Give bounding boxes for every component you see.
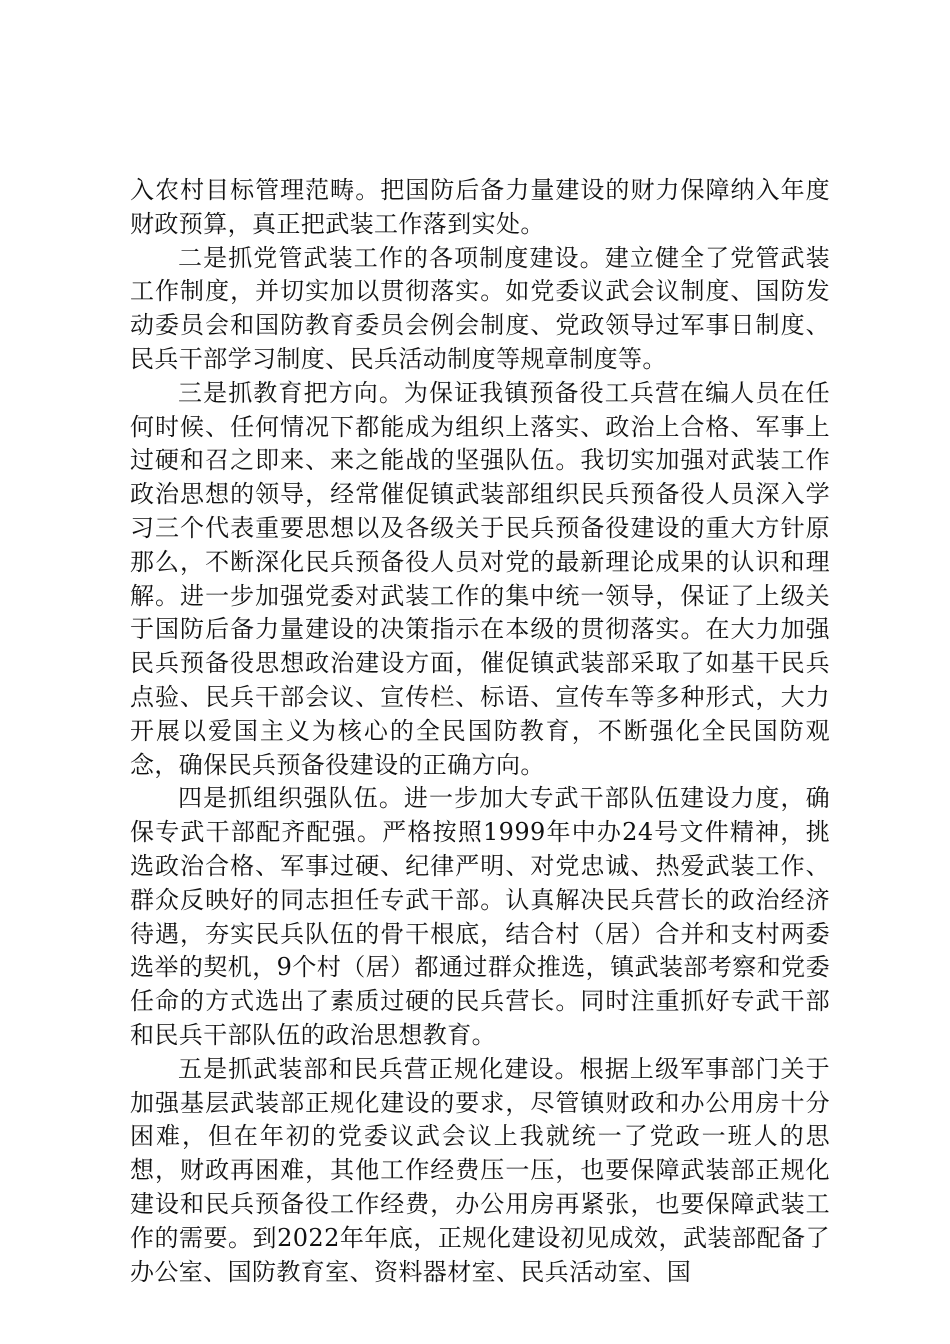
paragraph-education: 三是抓教育把方向。为保证我镇预备役工兵营在编人员在任何时候、任何情况下都能成为组织上落实、政治上合格、军事上过硬和召之即来、来之能战的坚强队伍。我切实加强对武装工作政治思想的领导，经常催促镇武装部组织民兵预备役人员深入学习三个代表重要思想以及各级关于民兵预备役建设的重大方针原那么，不断深化民兵预备役人员对党的最新理论成果的认识和理解。进一步加强党委对武装工作的集中统一领导，保证了上级关于国防后备力量建设的决策指示在本级的贯彻落实。在大力加强民兵预备役思想政治建设方面，催促镇武装部采取了如基干民兵点验、民兵干部会议、宣传栏、标语、宣传车等多种形式，大力开展以爱国主义为核心的全民国防教育，不断强化全民国防观念，确保民兵预备役建设的正确方向。 xyxy=(130,378,830,779)
paragraph-organization: 四是抓组织强队伍。进一步加大专武干部队伍建设力度，确保专武干部配齐配强。严格按照1999年中办24号文件精神，挑选政治合格、军事过硬、纪律严明、对党忠诚、热爱武装工作、群众反映好的同志担任专武干部。认真解决民兵营长的政治经济待遇，夯实民兵队伍的骨干根底，结合村（居）合并和支村两委选举的契机，9个村（居）都通过群众推选，镇武装部考察和党委任命的方式选出了素质过硬的民兵营长。同时注重抓好专武干部和民兵干部队伍的政治思想教育。 xyxy=(130,784,830,1049)
paragraph-standardization: 五是抓武装部和民兵营正规化建设。根据上级军事部门关于加强基层武装部正规化建设的要求，尽管镇财政和办公用房十分困难，但在年初的党委议武会议上我就统一了党政一班人的思想，财政再困难，其他工作经费压一压，也要保障武装部正规化建设和民兵预备役工作经费，办公用房再紧张，也要保障武装工作的需要。到2022年年底，正规化建设初见成效，武装部配备了办公室、国防教育室、资料器材室、民兵活动室、国 xyxy=(130,1054,830,1286)
body-text xyxy=(130,174,830,1289)
paragraph-institution-building: 二是抓党管武装工作的各项制度建设。建立健全了党管武装工作制度，并切实加以贯彻落实。如党委议武会议制度、国防发动委员会和国防教育委员会例会制度、党政领导过军事日制度、民兵干部学习制度、民兵活动制度等规章制度等。 xyxy=(130,243,830,373)
paragraph-continuation: 入农村目标管理范畴。把国防后备力量建设的财力保障纳入年度财政预算，真正把武装工作落到实处。 xyxy=(130,176,830,238)
